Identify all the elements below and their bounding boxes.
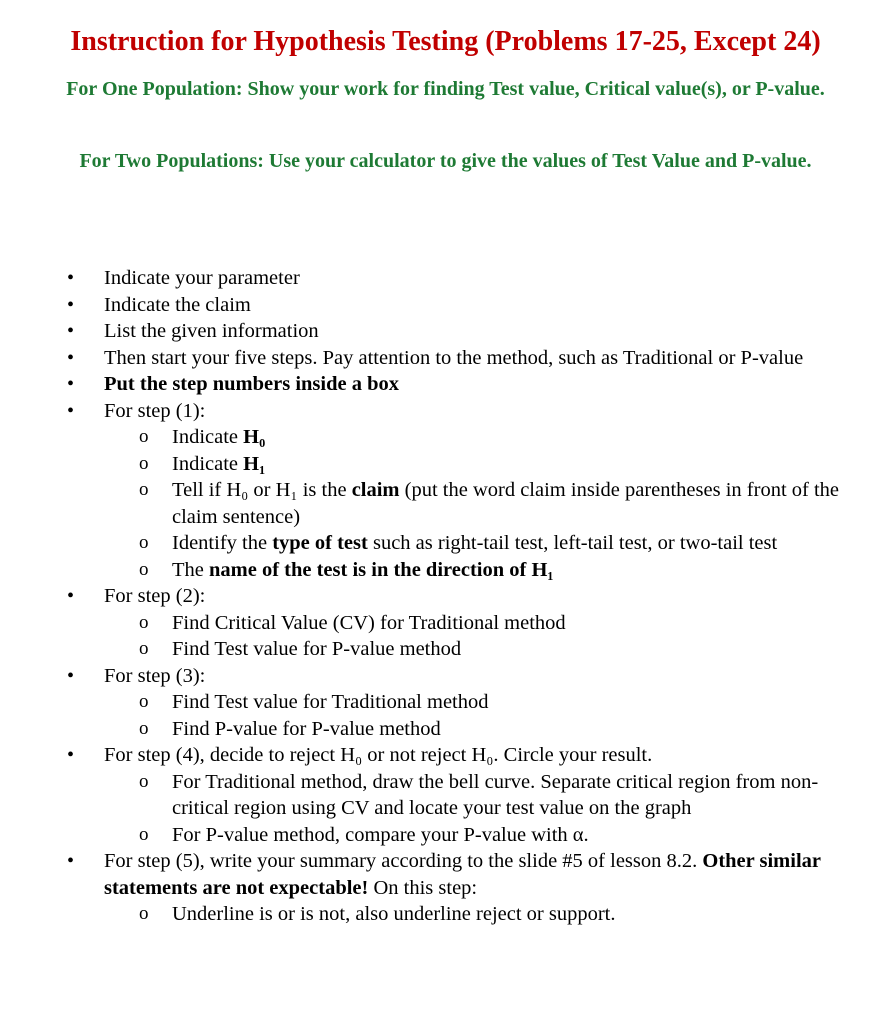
list-item-step1 [0, 398, 891, 584]
instruction-list [0, 265, 891, 928]
step5-label-end: On this step: [368, 876, 478, 899]
two-populations-instruction: For Two Populations: Use your calculator to give the values of Test Value and P-value. [79, 150, 812, 172]
sub-item-text: Underline is or is not, also underline reject or support. [172, 903, 616, 925]
sub-item-text: The [172, 558, 209, 581]
list-item-five-steps [0, 345, 891, 372]
sub-item-tv [0, 636, 851, 663]
claim-word: claim [351, 479, 400, 501]
sub-item-text: Tell if H₀ or H₁ is the [172, 479, 352, 501]
step3-sublist [104, 689, 851, 742]
sub-item-h0 [0, 424, 851, 451]
name-of-test: name of the test is in the direction of H₁ [209, 558, 554, 581]
page-title: Instruction for Hypothesis Testing (Problems 17-25, Except 24) [70, 26, 821, 57]
type-of-test: type of test [272, 532, 368, 554]
step5-warning: Other similar statements are not expectable! [104, 850, 821, 899]
list-item-step5 [0, 848, 891, 928]
item-text: Then start your five steps. Pay attention to the method, such as Traditional or P-value [104, 346, 804, 369]
step1-label: For step (1): [104, 399, 206, 422]
sub-item-traditional [0, 769, 851, 822]
list-item-step3 [0, 663, 891, 743]
sub-item-text: For P-value method, compare your P-value with α. [172, 823, 589, 846]
list-item-given [0, 318, 891, 345]
sub-item-name [0, 557, 851, 584]
list-item-box [0, 371, 891, 398]
sub-item-text: Identify the [172, 532, 273, 554]
sub-item-text: For Traditional method, draw the bell curve. Separate critical region from non-critical region using CV and locate your test value on the graph [172, 770, 819, 819]
step4-label: For step (4), decide to reject H₀ or not reject H₀. Circle your result. [104, 744, 653, 766]
sub-item-claim [0, 477, 851, 530]
list-item-step4 [0, 742, 891, 848]
sub-item-pv [0, 716, 851, 743]
step2-label: For step (2): [104, 585, 206, 607]
sub-item-text: Find Test value for P-value method [172, 638, 462, 660]
sub-item-text: (put the word claim inside parentheses in front of the claim sentence) [172, 479, 840, 528]
step3-label: For step (3): [104, 664, 206, 687]
h0-symbol: H₀ [243, 426, 266, 448]
sub-item-text: Find P-value for P-value method [172, 717, 441, 740]
h1-symbol: H₁ [243, 452, 266, 475]
list-item-claim [0, 292, 891, 319]
sub-item-text: such as right-tail test, left-tail test, or two-tail test [367, 532, 778, 554]
sub-item-text: Find Test value for Traditional method [172, 691, 489, 713]
item-text: Put the step numbers inside a box [104, 373, 400, 395]
step5-sublist [104, 901, 851, 928]
item-text: List the given information [104, 320, 319, 342]
item-text: Indicate the claim [104, 293, 251, 316]
sub-item-pvalue [0, 822, 851, 849]
step5-label: For step (5), write your summary according to the slide #5 of lesson 8.2. [104, 850, 703, 872]
sub-item-h1 [0, 451, 851, 478]
sub-item-text: Indicate [172, 426, 244, 448]
sub-item-underline [0, 901, 851, 928]
list-item-step2 [0, 583, 891, 663]
step1-sublist [104, 424, 851, 583]
sub-item-tv [0, 689, 851, 716]
one-population-instruction: For One Population: Show your work for finding Test value, Critical value(s), or P-value. [66, 78, 825, 100]
step2-sublist [104, 610, 851, 663]
list-item-parameter [0, 265, 891, 292]
sub-item-text: Find Critical Value (CV) for Traditional method [172, 611, 566, 634]
sub-item-text: Indicate [172, 452, 244, 475]
sub-item-cv [0, 610, 851, 637]
sub-item-type [0, 530, 851, 557]
item-text: Indicate your parameter [104, 267, 300, 289]
step4-sublist [104, 769, 851, 849]
